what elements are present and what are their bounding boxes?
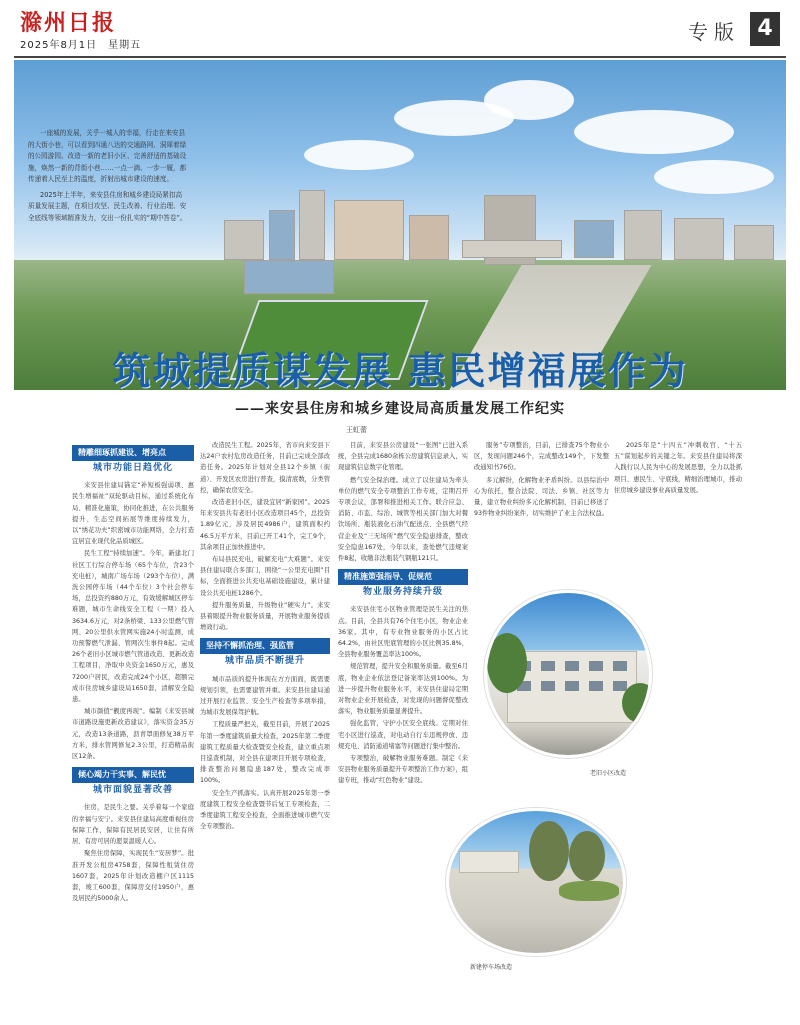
masthead-divider: [14, 56, 786, 58]
paragraph: 目前，来安县公房建设“一张图”已进入系统，全县完成1680余栋公房建筑信息录入，实现建筑信息数字化管理。: [338, 442, 468, 472]
paragraph: 城市品质的提升体现在方方面面，既需要规划引领，也需要建管并重。来安县住建局通过开展行业监管、安全生产检查等多项举措，为城市发展保驾护航。: [200, 675, 330, 717]
date-line: 2025年8月1日 星期五: [20, 40, 142, 51]
paragraph: 住房，是民生之要。关乎着每一个家庭的幸福与安宁。来安县住建局高度重视住房保障工作，保障有民居民安居，让住有所居、有房可居的愿景温暖人心。: [72, 804, 194, 846]
photo-tree: [622, 683, 652, 723]
intro-paragraph: 2025年上半年，来安县住房和城乡建设局紧扣高质量发展主题，在项目攻坚、民生改善、行业治理、安全底线等领域精准发力，交出一份扎实的“期中答卷”。: [28, 190, 187, 222]
photo-parking-lot: [446, 808, 626, 956]
paragraph: 专项整治，破解物业服务难题。制定《来安县物业服务质量提升专项整治工作方案》，组建专班，推动“红色物业”建设。: [338, 755, 468, 785]
photo-caption: 新建停车场改造: [470, 964, 513, 971]
building: [299, 190, 325, 260]
building: [409, 215, 449, 260]
paragraph: 工程质量严把关，截至目前，开展了2025年第一季度建筑质量大检查，2025年第二季度建筑工程质量大检查暨安全检查，建立重点项目巡查机制，对全县在建项目开展专项检查，排查整治问题隐患187处，整改完成率100%。: [200, 721, 330, 785]
masthead: [14, 6, 786, 52]
section-heading: [72, 445, 194, 474]
photo-building: [459, 851, 519, 873]
paragraph: 民生工程“持续加速”。今年，新建北门社区工行综合停车场（65个车位，含23个充电桩），城南广场车场（293个车位），满洗公园停车场（44个车位）3个社会停车场，总投资约880万元，有效缓解城区停车难题，城市生命线安全工程（一期）投入3634.6万元，对2条桥梁、133公里燃气管网、20公里供水管网实施24小时监测，成功预警燃气泄漏、管网次生事件8起。完成26个老旧小区城市燃气管道改造、更新改造工程项目，净取中央资金1650万元，惠及7200户居民，改造完成24个小区，超额完成市住房城乡建设局1650套，清解安全隐患。: [72, 550, 194, 704]
building: [734, 225, 774, 260]
section-title: 城市品质不断提升: [224, 656, 305, 667]
building: [462, 240, 562, 258]
subheadline: ——来安县住房和城乡建设局高质量发展工作纪实: [235, 401, 565, 417]
building: [574, 220, 614, 258]
building: [334, 200, 404, 260]
cloud: [304, 140, 414, 170]
photo-caption: 老旧小区改造: [590, 770, 627, 777]
paragraph: 布局县民充电，破解充电“大难题”。来安县住建局联合多部门，围绕“一公里充电圈”目标，全面推进公共充电基础设施建设，累计建设公共充电桩1286个。: [200, 556, 330, 597]
author-byline: 王虹蕾: [346, 426, 367, 434]
photo-tree: [569, 831, 605, 881]
photo-tree: [559, 881, 619, 901]
paragraph: 改造老旧小区，建设宜居“新家园”。2025年来安县共有老旧小区改造项目45个，总投资1.89亿元，涉及居民4986户，建筑面积约46.5万平方米，目前已开工41个，完工9个，其余项目正加快推进中。: [200, 499, 330, 551]
paragraph: 城市颜值“靓度再现”。编制《来安县城市道路设施更新改造建议》，落实资金35万元，改造13条道路，沥青罩面修复38万平方米，排水管网修复2.3公里，打造精品街区12条。: [72, 708, 194, 761]
headline: 筑城提质谋发展 惠民增福展作为: [112, 349, 688, 393]
building: [269, 210, 295, 260]
section-kicker: 倾心竭力干实事、解民忧: [72, 767, 194, 783]
article-column-3: [338, 440, 468, 1020]
article-column-5: [614, 440, 742, 585]
photo-tree: [487, 633, 527, 693]
photo-window: [613, 681, 627, 691]
cloud: [654, 160, 774, 194]
photo-window: [565, 681, 579, 691]
photo-window: [589, 681, 603, 691]
building: [224, 220, 264, 260]
section-kicker: 精准施策强指导、促规范: [338, 569, 468, 585]
paragraph: 来安县住建局锚定“补短板强弱项、惠民生增福祉”双轮驱动目标，通过系统化布局、精准化施策，协同化推进，在公共服务提升、生态空间拓展等维度持续发力，以“绣花功夫”织密城市功能网络，全力打造宜居宜业现代化品质城区。: [72, 482, 194, 546]
paragraph: 服务”专项整治，目前，已排查75个物业小区，发现问题246个，完成整改149个，下发整改通知书76份。: [474, 442, 609, 472]
photo-window: [541, 661, 555, 671]
paragraph: 改造民生工程。2025年，省市向来安县下达24户农村危房改造任务，目前已完成全部改造任务。2025年计划对全县12个乡镇（街道）、开发区农房进行普查，摸清底数，分类管控，确保农房安全。: [200, 442, 330, 494]
cloud: [484, 80, 574, 120]
section-title: 城市面貌显著改善: [92, 785, 173, 796]
paragraph: 燃气安全保治理。成立了以住建局为牵头单位的燃气安全专项整治工作专班，定期召开专项会议，部署和推进相关工作。联合应急、消防、市监、综治、城管等相关部门加大对餐饮场所、瓶装液化石油气配送点、全县燃气经营企业及“三无场所”燃气安全隐患排查，整改安全隐患167处，今年以来，查处燃气违规案件8起，收缴非法瓶装气钢瓶121只。: [338, 476, 468, 563]
building: [624, 210, 662, 260]
photo-window: [613, 661, 627, 671]
paragraph: 来安县住宅小区物业管理是民生关注的焦点。目前，全县共有76个住宅小区，物业企业36家。其中，有专业物业服务的小区占比64.2%，由社区兜底管理的小区比例35.8%，全县物业服务覆盖率达100%。: [338, 606, 468, 659]
section-heading: [72, 767, 194, 796]
section-label: 专版: [688, 20, 740, 44]
newspaper-name: 滁州日报: [20, 10, 117, 36]
section-title: 城市功能日趋优化: [92, 463, 173, 473]
cloud: [574, 110, 734, 154]
paragraph: 聚焦住房保障，实现民生“安居梦”。批准开发公租房4758套，保障性租赁住房1607套，2025年计划改造棚户区1115套，竣工600套，保障房交付1950户，惠及居民约5000余人。: [72, 850, 194, 903]
paragraph: 多元解纷，化解物业矛盾纠纷。以县综治中心为依托，整合法院、司法、乡镇、社区等力量，建立物业纠纷多元化解机制，目前已移送了93件物业纠纷案件，切实维护了业主合法权益。: [474, 476, 609, 518]
article-column-4: [474, 440, 609, 585]
section-kicker: 坚持不懈抓治理、强监管: [200, 638, 330, 654]
paragraph: 强化监管，守护小区安全底线。定期对住宅小区进行巡查，对电动自行车违规停放、违规充电、消防通道堵塞等问题进行集中整治。: [338, 720, 468, 750]
building: [674, 218, 724, 260]
photo-window: [565, 661, 579, 671]
article-column-2: [200, 440, 330, 1020]
article-column-1: [72, 440, 194, 1020]
paragraph: 提升服务质量，升级物业“硬实力”。来安县着眼提升物业服务质量，开展物业服务提质增效行动。: [200, 601, 330, 632]
section-heading: [200, 638, 330, 667]
section-heading: [338, 569, 468, 598]
section-kicker: 精雕细琢抓建设、增亮点: [72, 445, 194, 461]
photo-window: [589, 661, 603, 671]
photo-tree: [529, 821, 569, 881]
paragraph: 规范管理，提升安全和服务质量。截至6月底，物业企业依法登记备案率达到100%。为进一步提升物业服务水平，来安县住建局定期对物业企业开展检查，对发现的问题督促整改落实，物业服务质量显著提升。: [338, 663, 468, 716]
photo-old-community: [484, 590, 652, 758]
page-number: 4: [750, 12, 780, 46]
building: [244, 260, 334, 294]
hero-intro: [28, 128, 188, 228]
intro-paragraph: 一座城的发展，关乎一城人的幸福，行走在来安县的大街小巷，可以看到四通八达的交通路网、洞犀着绿的公园游园、改造一新的老旧小区、完善舒适的基础设施，焕然一新的背街小巷……一点一滴、一步一履，都传递着人民至上的温度，折射出城市建设的速度。: [28, 129, 187, 183]
section-title: 物业服务持续升级: [362, 587, 443, 598]
photo-window: [541, 681, 555, 691]
paragraph: 安全生产抓落实。认真开展2025年第一季度建筑工程安全检查暨节后复工专项检查，二季度建筑工程安全检查，全面推进城市燃气安全专项整治。: [200, 789, 330, 831]
paragraph: 2025年是“十四五”冲刺收官、“十五五”谋划起步的关键之年。来安县住建局将深入践行以人民为中心的发展思想，全力以赴抓项目、惠民生、守底线，精细治理城市，推动住房城乡建设事业高质量发展。: [614, 442, 742, 494]
